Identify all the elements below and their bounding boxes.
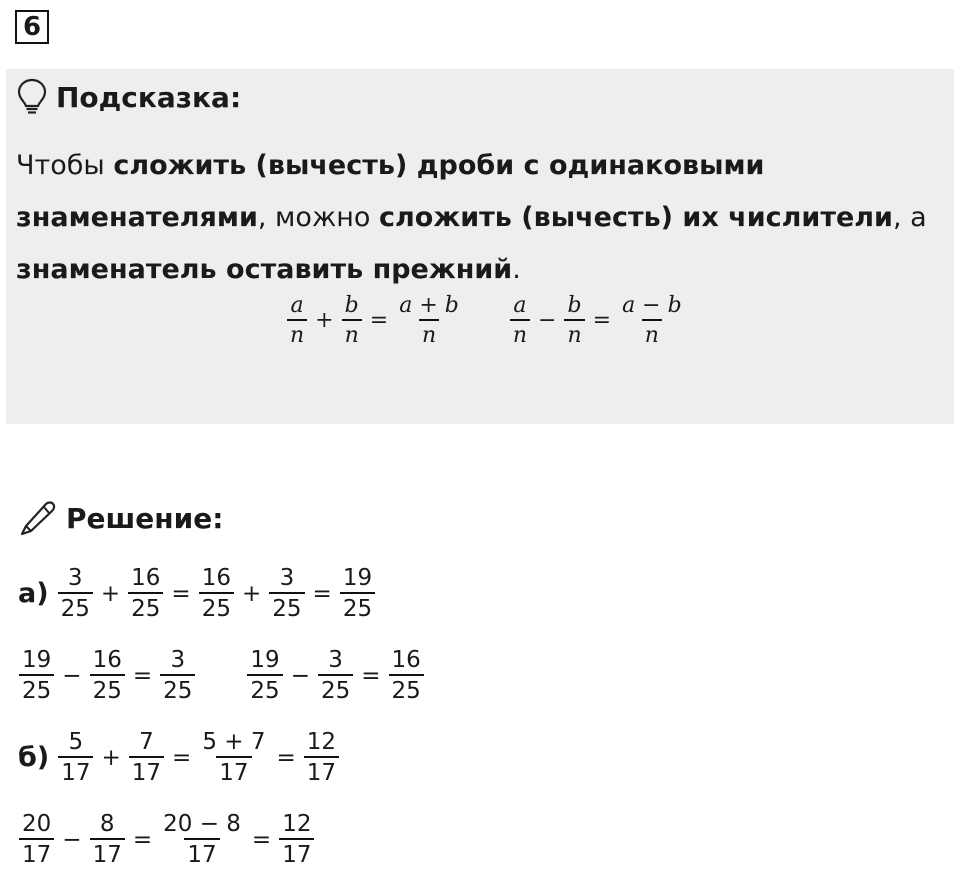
operator: = <box>592 308 612 334</box>
denominator: 25 <box>160 674 195 703</box>
numerator: 20 − 8 <box>163 811 241 837</box>
equation-a2-right <box>244 648 426 703</box>
fraction <box>287 294 307 347</box>
fraction <box>564 294 584 347</box>
numerator: a <box>513 293 527 318</box>
solution-title: Решение: <box>66 501 224 535</box>
fraction <box>510 294 530 347</box>
fraction <box>396 294 462 347</box>
lightbulb-icon <box>16 78 48 116</box>
denominator: 25 <box>247 674 282 703</box>
denominator: 17 <box>58 756 93 785</box>
numerator: 16 <box>92 647 122 673</box>
formula-difference <box>507 294 688 347</box>
fraction <box>389 648 424 703</box>
operator: − <box>62 826 82 853</box>
numerator: 3 <box>279 565 295 591</box>
numerator: 16 <box>131 565 161 591</box>
numerator: b <box>567 293 582 318</box>
operator: − <box>290 662 310 689</box>
equation-a1 <box>55 566 379 621</box>
hint-heading <box>16 78 241 116</box>
part-a-label: а) <box>18 578 49 610</box>
formula-sum <box>284 294 465 347</box>
solution-b-line1 <box>18 730 342 785</box>
operator: = <box>132 662 153 689</box>
operator: = <box>361 662 381 689</box>
operator: + <box>101 744 121 771</box>
denominator: 17 <box>19 838 54 867</box>
denominator: 17 <box>279 838 314 867</box>
numerator: a <box>290 293 304 318</box>
operator: = <box>276 744 296 771</box>
denominator: n <box>419 319 439 347</box>
equation-a2-left <box>16 648 198 703</box>
numerator: 20 <box>22 811 52 837</box>
numerator: 3 <box>170 647 186 673</box>
denominator: 17 <box>90 838 125 867</box>
numerator: 8 <box>99 811 115 837</box>
numerator: a + b <box>399 293 459 318</box>
numerator: 3 <box>67 565 83 591</box>
hint-text: Чтобы сложить (вычесть) дроби с одинаковыми знаменателями, можно сложить (вычесть) их числители, а знаменатель оставить прежний. <box>16 150 927 285</box>
denominator: 17 <box>216 756 251 785</box>
hint-formulas <box>284 294 688 347</box>
fraction <box>318 648 353 703</box>
numerator: b <box>344 293 359 318</box>
denominator: 17 <box>129 756 164 785</box>
fraction <box>129 730 164 785</box>
fraction <box>340 566 375 621</box>
numerator: 16 <box>201 565 231 591</box>
numerator: 19 <box>22 647 52 673</box>
operator: = <box>312 580 332 607</box>
numerator: 5 <box>68 729 84 755</box>
operator: + <box>100 580 121 607</box>
equation-b2 <box>16 812 317 867</box>
denominator: 25 <box>128 592 163 621</box>
denominator: n <box>564 319 584 347</box>
denominator: 25 <box>318 674 353 703</box>
hint-title: Подсказка: <box>56 80 242 114</box>
equation-b1 <box>55 730 342 785</box>
operator: = <box>172 744 192 771</box>
operator: = <box>251 826 272 853</box>
numerator: 12 <box>306 729 337 755</box>
numerator: 12 <box>282 811 312 837</box>
solution-heading <box>18 498 223 538</box>
fraction <box>19 812 54 867</box>
denominator: n <box>642 319 662 347</box>
denominator: 25 <box>389 674 424 703</box>
solution-a-line1 <box>18 566 378 621</box>
fraction <box>160 812 244 867</box>
denominator: 25 <box>199 592 234 621</box>
fraction <box>342 294 362 347</box>
denominator: n <box>287 319 307 347</box>
operator: − <box>538 308 557 334</box>
denominator: n <box>510 319 530 347</box>
operator: + <box>241 580 262 607</box>
fraction <box>304 730 339 785</box>
numerator: 16 <box>391 647 421 673</box>
fraction <box>619 294 685 347</box>
numerator: 7 <box>139 729 154 755</box>
fraction <box>269 566 304 621</box>
pencil-icon <box>18 498 58 538</box>
fraction <box>58 566 93 621</box>
denominator: 25 <box>340 592 375 621</box>
fraction <box>160 648 195 703</box>
solution-a-line2 <box>16 648 427 703</box>
denominator: 17 <box>304 756 339 785</box>
fraction <box>279 812 314 867</box>
denominator: 25 <box>269 592 304 621</box>
numerator: 19 <box>342 565 373 591</box>
fraction <box>247 648 282 703</box>
task-number: 6 <box>15 10 49 44</box>
operator: = <box>132 826 153 853</box>
fraction <box>58 730 93 785</box>
fraction <box>199 730 268 785</box>
denominator: 25 <box>90 674 125 703</box>
operator: + <box>315 308 334 334</box>
operator: = <box>369 308 389 334</box>
denominator: 25 <box>19 674 54 703</box>
solution-b-line2 <box>16 812 317 867</box>
denominator: 17 <box>184 838 219 867</box>
operator: − <box>62 662 82 689</box>
fraction <box>199 566 234 621</box>
numerator: 19 <box>250 647 280 673</box>
numerator: 3 <box>328 647 343 673</box>
fraction <box>128 566 163 621</box>
numerator: 5 + 7 <box>202 729 266 755</box>
fraction <box>90 648 125 703</box>
denominator: n <box>342 319 362 347</box>
fraction <box>90 812 125 867</box>
denominator: 25 <box>58 592 93 621</box>
part-b-label: б) <box>18 742 50 774</box>
numerator: a − b <box>622 293 682 318</box>
operator: = <box>171 580 191 607</box>
fraction <box>19 648 54 703</box>
